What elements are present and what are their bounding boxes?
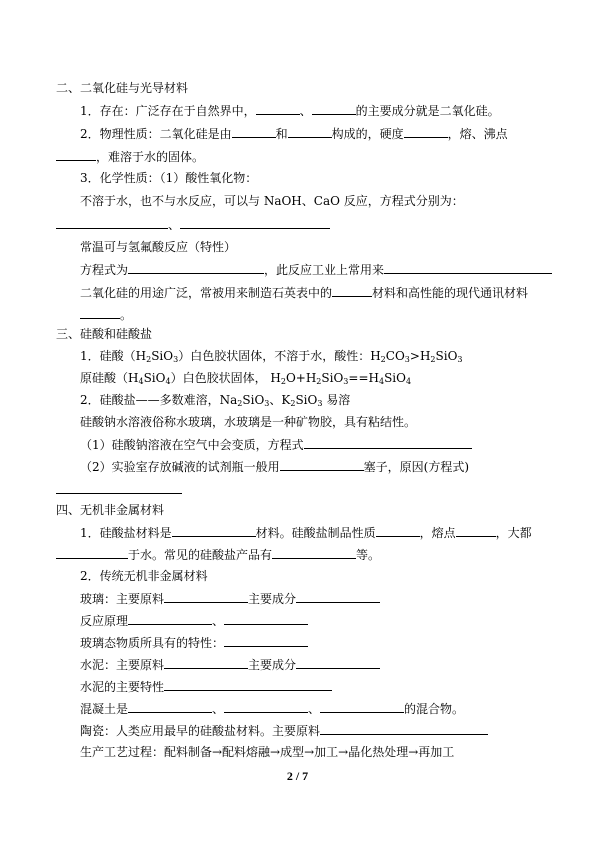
s3-line-5: （1）硅酸钠溶液在空气中会变质，方程式 <box>80 436 472 453</box>
s2-item-2: 2．物理性质：二氧化硅是由 和 构成的，硬度 ，熔、沸点 <box>80 127 508 141</box>
s4-ceramic: 陶瓷：人类应用最早的硅酸盐材料。主要原料 <box>80 722 488 739</box>
s4-react: 反应原理 、 <box>80 612 308 629</box>
s4-cementprop: 水泥的主要特性 <box>80 678 332 695</box>
s2-use-cont: 。 <box>80 306 132 323</box>
s4-cement: 水泥：主要原料 主要成分 <box>80 656 380 673</box>
s4-line-1: 1．硅酸盐材料是 材料。硅酸盐制品性质 ，熔点 ，大都 <box>80 526 532 540</box>
section-heading-3: 三、硅酸和硅酸盐 <box>56 327 153 341</box>
s4-glass: 玻璃：主要原料 主要成分 <box>80 590 380 607</box>
s2-use: 二氧化硅的用途广泛，常被用来制造石英表中的 材料和高性能的现代通讯材料 <box>80 286 529 300</box>
s3-line-6: （2）实验室存放碱液的试剂瓶一般用 塞子，原因(方程式) <box>80 460 470 474</box>
s2-eq: 方程式为 ，此反应工业上常用来 <box>80 261 552 278</box>
section-heading-2: 二、二氧化硅与光导材料 <box>56 81 189 95</box>
s3-blank-line <box>56 481 182 498</box>
s4-line-3: 2．传统无机非金属材料 <box>80 569 208 583</box>
s3-line-2: 原硅酸$(H_4SiO_4)$白色胶状固体， $H_2O+H_2SiO_3==H_4SiO_4$ <box>80 371 412 386</box>
s2-blank-line: 、 <box>56 216 330 233</box>
s4-line-2: 于水。常见的硅酸盐产品有 等。 <box>56 546 380 563</box>
s2-hf: 常温可与氢氟酸反应（特性） <box>80 240 237 254</box>
s4-process: 生产工艺过程：配料制备→配料熔融→成型→加工→晶化热处理→再加工 <box>80 745 455 759</box>
s3-line-3: 2．硅酸盐——多数难溶，$Na_2SiO_3$、$K_2SiO_3$ 易溶 <box>80 393 351 408</box>
s2-item-3b: 不溶于水，也不与水反应，可以与 NaOH、CaO 反应，方程式分别为： <box>80 194 464 208</box>
s2-item-1: 1．存在：广泛存在于自然界中， 、 的主要成分就是二氧化硅。 <box>80 104 500 118</box>
s4-glassprop: 玻璃态物质所具有的特性： <box>80 634 308 651</box>
page-number: 2 / 7 <box>286 769 309 783</box>
s2-item-3: 3．化学性质：（1）酸性氧化物： <box>80 171 258 185</box>
section-heading-4: 四、无机非金属材料 <box>56 503 165 517</box>
s3-line-4: 硅酸钠水溶液俗称水玻璃，水玻璃是一种矿物胶，具有粘结性。 <box>80 415 417 429</box>
s3-line-1: 1．硅酸$(H_2SiO_3)$白色胶状固体，不溶于水，酸性：$H_2CO_3>H_2SiO_3$ <box>80 349 463 364</box>
s4-concrete: 混凝土是 、 、 的混合物。 <box>80 702 465 716</box>
s2-item-2-cont: ，难溶于水的固体。 <box>56 148 204 165</box>
